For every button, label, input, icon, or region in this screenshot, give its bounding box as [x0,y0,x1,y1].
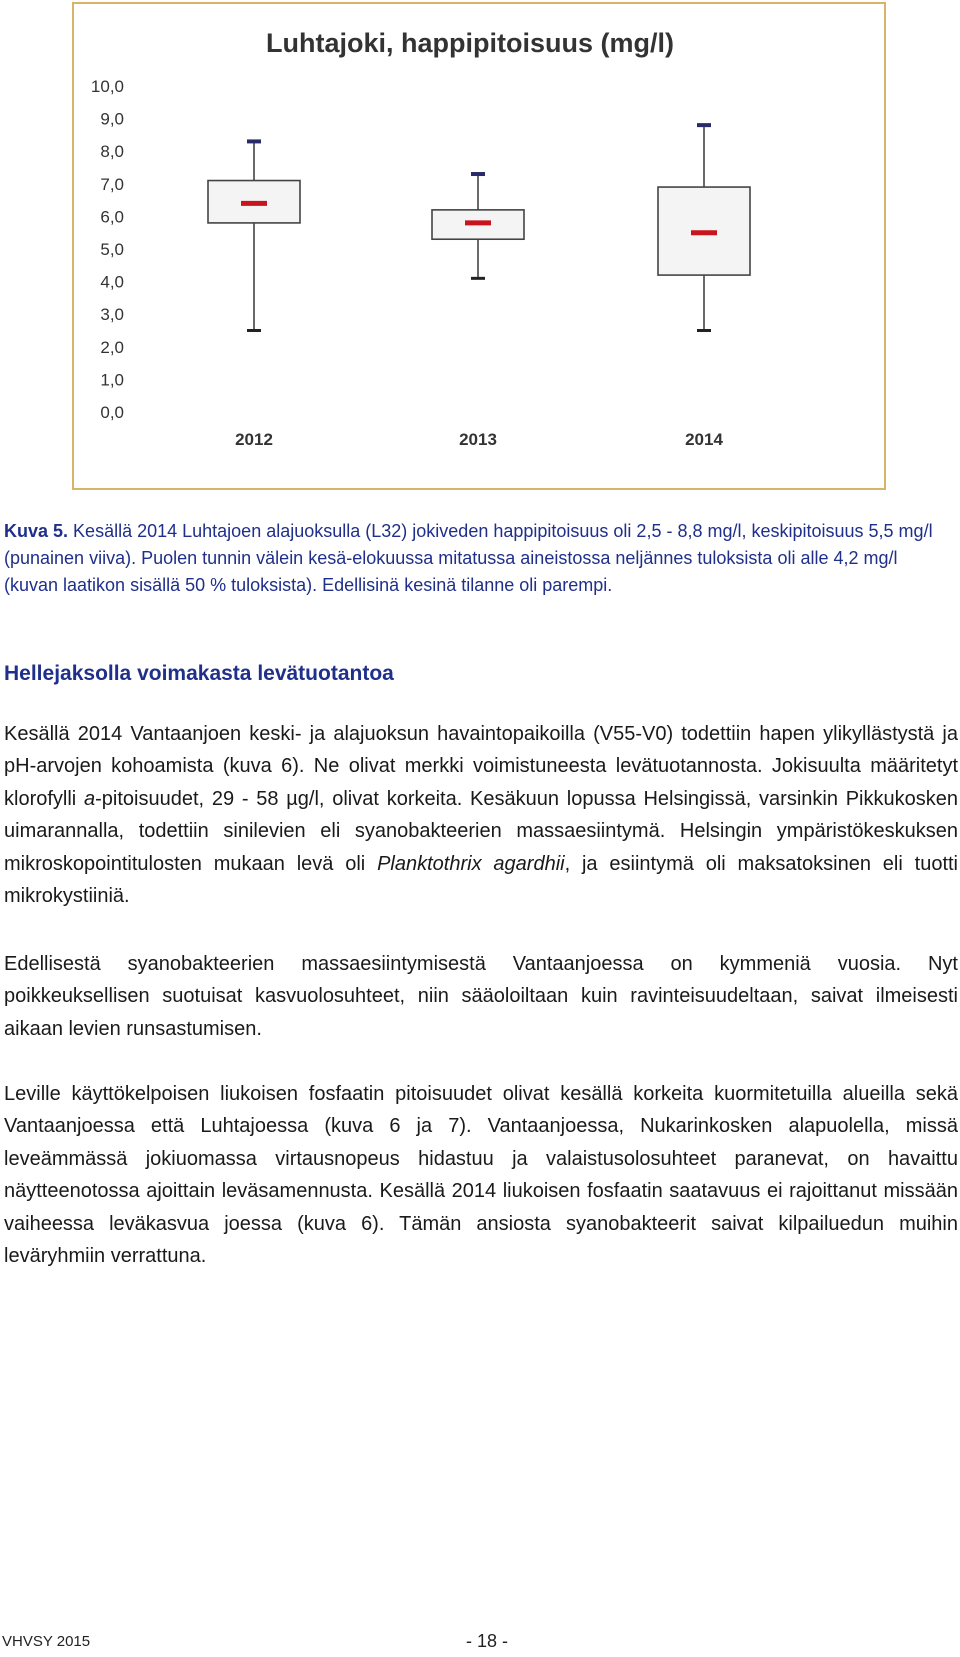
paragraph-phosphate: Leville käyttökelpoisen liukoisen fosfaatin pitoisuudet olivat kesällä korkeita kuormitetuilla alueilla sekä Vantaanjoessa että Luhtajoessa (kuva 6 ja 7). Vantaanjoessa, Nukarinkosken alapuolella, missä leveämmässä jokiuomassa virtausnopeus hidastuu ja valaistusolosuhteet paranevat, on havaittu näytteenotossa ajoittain leväsamennusta. Kesällä 2014 liukoisen fosfaatin saatavuus ei rajoittanut missään vaiheessa leväkasvua joessa (kuva 6). Tämän ansiosta syanobakteerit saivat kilpailuedun muihin leväryhmiin verrattuna. [4,1083,958,1268]
page-number: - 18 - [466,1631,509,1651]
paragraph1-part3: , ja esiintymä oli maksatoksinen eli tuotti mikrokystiiniä. [4,852,959,908]
y-tick-label: 6,0 [100,207,124,227]
y-tick-label: 10,0 [90,77,124,96]
y-tick-label: 5,0 [100,240,124,259]
paragraph1-part1: Kesällä 2014 Vantaanjoen keski- ja alajuoksun havaintopaikoilla (V55-V0) todettiin hapen ylikyllästystä ja pH-arvojen kohoamista (kuva 6). Ne olivat merkki voimistuneesta levätuotannosta. Jokisuulta määritetyt klorofylli [4,723,958,810]
oxygen-boxplot-chart [74,4,884,488]
x-category-label: 2013 [459,430,497,449]
y-tick-label: 9,0 [100,109,124,129]
y-tick-label: 4,0 [100,272,124,292]
paragraph-cyanobacteria-history: Edellisestä syanobakteerien massaesiintymisestä Vantaanjoessa on kymmeniä vuosia. Nyt poikkeuksellisen suotuisat kasvuolosuhteet, niin sääoloiltaan kuin ravinteisuudeltaan, saivat ilmeisesti aikaan levien runsastumisen. [4,953,958,1040]
caption-label: Kuva 5. [4,521,69,541]
footer-publisher: VHVSY 2015 [2,1633,91,1650]
y-tick-label: 0,0 [100,403,124,422]
paragraph1-species-name: Planktothrix agardhii [377,852,565,875]
y-tick-label: 3,0 [100,305,124,325]
caption-text: Kesällä 2014 Luhtajoen alajuoksulla (L32) jokiveden happipitoisuus oli 2,5 - 8,8 mg/l, keskipitoisuus 5,5 mg/l (punainen viiva). Puolen tunnin välein kesä-elokuussa mitatussa aineistossa neljännes tuloksista oli alle 4,2 mg/l (kuvan laatikon sisällä 50 % tuloksista). Edellisinä kesinä tilanne oli parempi. [4,521,933,595]
y-tick-label: 2,0 [100,337,124,357]
x-category-label: 2014 [685,430,723,449]
chart-frame [72,2,886,490]
paragraph-algae-production [4,718,958,912]
section-heading: Hellejaksolla voimakasta levätuotantoa [4,662,394,685]
y-tick-label: 7,0 [100,174,124,194]
paragraph1-italic-a: a [84,787,96,810]
x-category-label: 2012 [235,430,273,449]
y-tick-label: 8,0 [100,142,124,162]
paragraph1-part2: -pitoisuudet, 29 - 58 µg/l, olivat korkeita. Kesäkuun lopussa Helsingissä, varsinkin Pikkukosken uimarannalla, todettiin sinilevien eli syanobakteerien massaesiintymä. Helsingin ympäristökeskuksen mikroskopointitulosten mukaan levä oli [4,787,958,875]
chart-title: Luhtajoki, happipitoisuus (mg/l) [266,28,674,58]
y-tick-label: 1,0 [100,370,124,390]
figure-caption [4,518,954,599]
